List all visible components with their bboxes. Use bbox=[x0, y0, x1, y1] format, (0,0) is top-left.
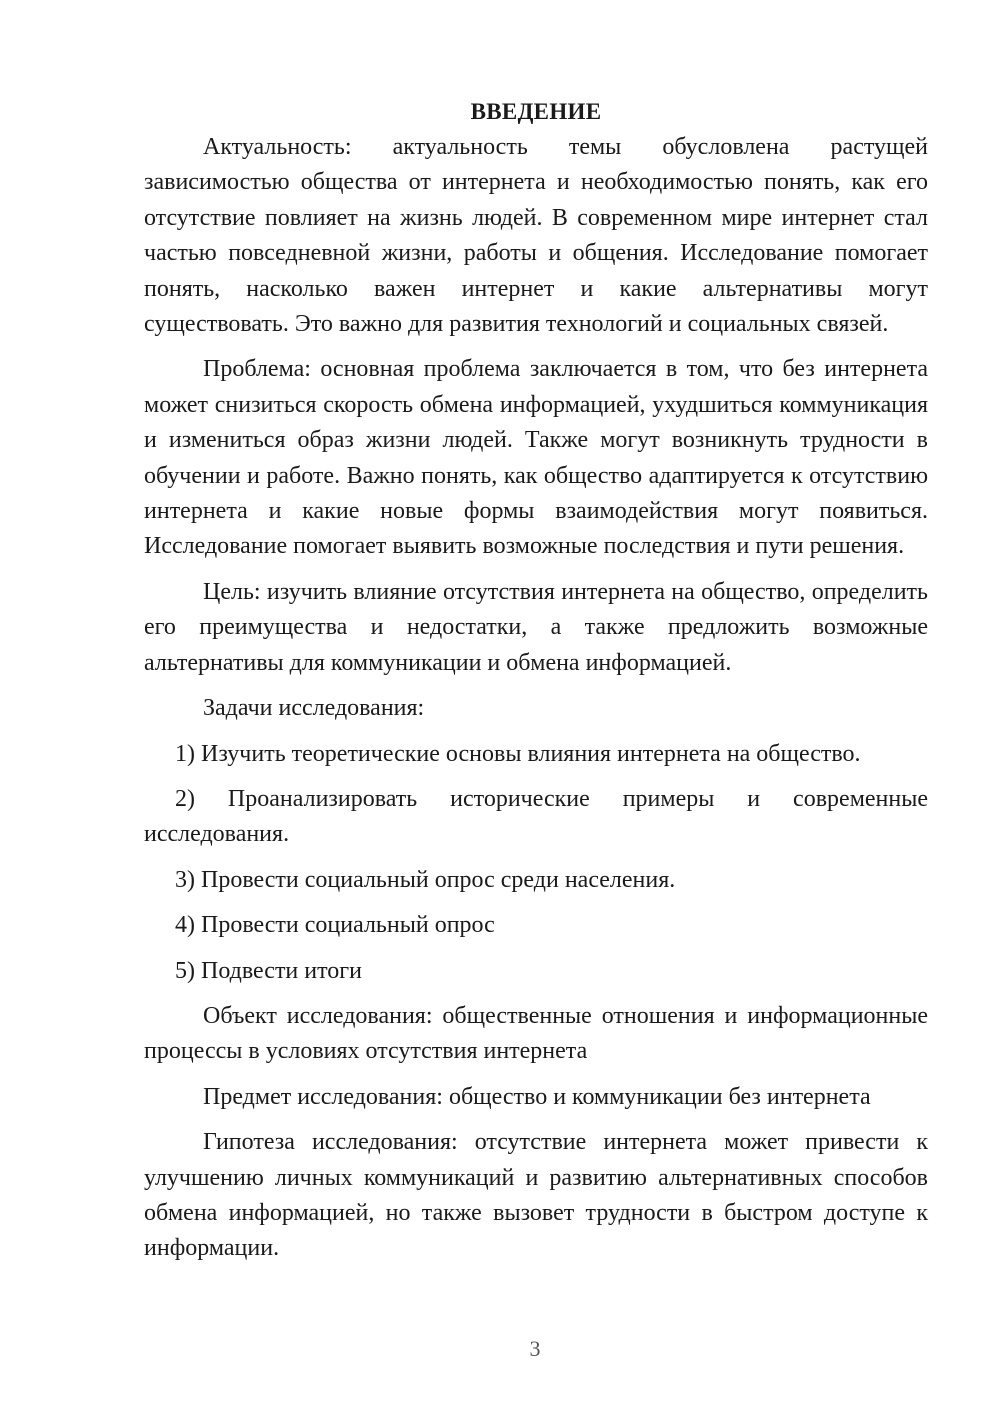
page-title: ВВЕДЕНИЕ bbox=[470, 99, 602, 124]
paragraph-object: Объект исследования: общественные отношения и информационные процессы в условиях отсутствия интернета bbox=[144, 1002, 928, 1065]
paragraph-hypothesis: Гипотеза исследования: отсутствие интернета может привести к улучшению личных коммуникаций и развитию альтернативных способов обмена информацией, но также вызовет трудности в быстром доступе к информации. bbox=[144, 1129, 928, 1262]
task-item-4: 4) Провести социальный опрос bbox=[175, 912, 495, 939]
paragraph-subject: Предмет исследования: общество и коммуникации без интернета bbox=[203, 1083, 871, 1110]
document-body bbox=[144, 94, 928, 1277]
paragraph-problem: Проблема: основная проблема заключается в том, что без интернета может снизиться скорость обмена информацией, ухудшиться коммуникация и измениться образ жизни людей. Также могут возникнуть трудности в обучении и работе. Важно понять, как общество адаптируется к отсутствию интернета и какие новые формы взаимодействия могут появиться. Исследование помогает выявить возможные последствия и пути решения. bbox=[144, 356, 928, 560]
task-item-1: 1) Изучить теоретические основы влияния интернета на общество. bbox=[175, 740, 861, 767]
tasks-heading: Задачи исследования: bbox=[203, 695, 425, 722]
task-item-3: 3) Провести социальный опрос среди населения. bbox=[175, 866, 676, 893]
paragraph-goal: Цель: изучить влияние отсутствия интернета на общество, определить его преимущества и недостатки, а также предложить возможные альтернативы для коммуникации и обмена информацией. bbox=[144, 578, 928, 676]
paragraph-relevance: Актуальность: актуальность темы обусловлена растущей зависимостью общества от интернета и необходимостью понять, как его отсутствие повлияет на жизнь людей. В современном мире интернет стал частью повседневной жизни, работы и общения. Исследование помогает понять, насколько важен интернет и какие альтернативы могут существовать. Это важно для развития технологий и социальных связей. bbox=[144, 134, 928, 338]
page-number: 3 bbox=[529, 1336, 541, 1361]
task-item-5: 5) Подвести итоги bbox=[175, 957, 362, 984]
task-item-2: 2) Проанализировать исторические примеры и современные исследования. bbox=[144, 785, 928, 848]
